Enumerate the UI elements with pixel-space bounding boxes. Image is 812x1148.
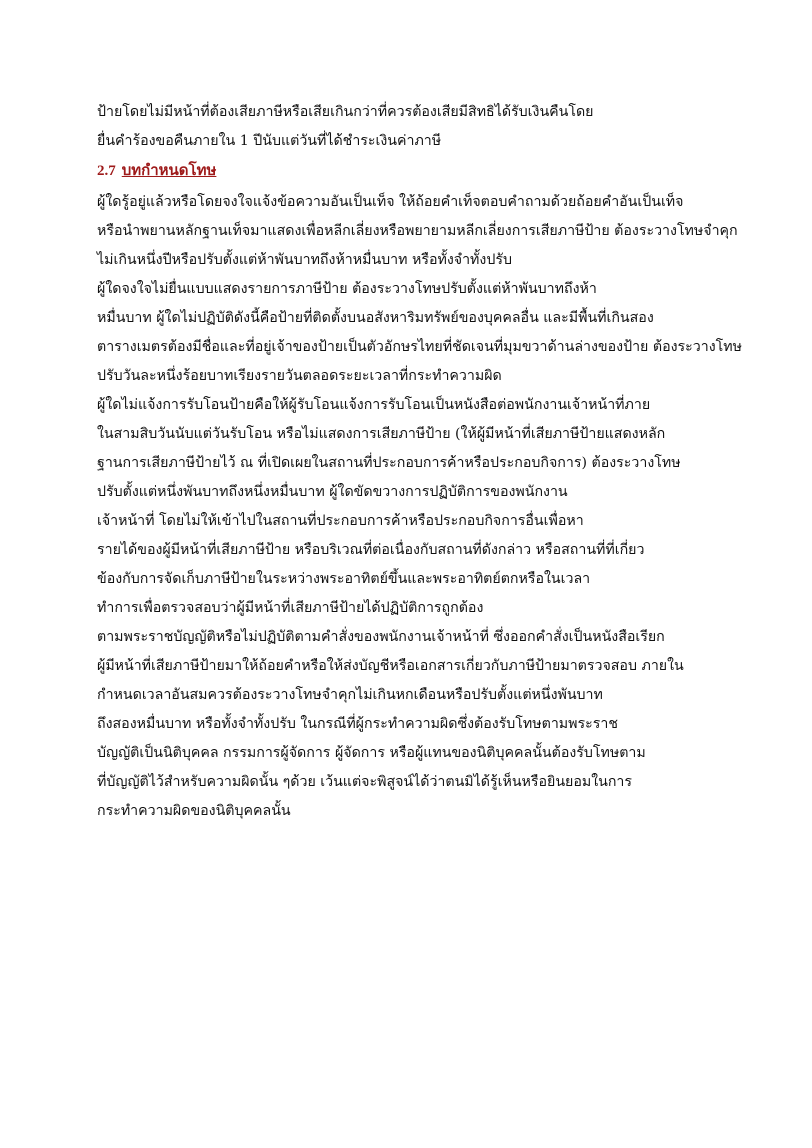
paragraph-line: ยื่นคำร้องขอคืนภายใน 1 ปีนับแต่วันที่ได้ชำระเงินค่าภาษี [97,133,442,149]
paragraph-line: ปรับวันละหนึ่งร้อยบาทเรียงรายวันตลอดระยะเวลาที่กระทำความผิด [97,368,502,384]
paragraph-line: ในสามสิบวันนับแต่วันรับโอน หรือไม่แสดงการเสียภาษีป้าย (ให้ผู้มีหน้าที่เสียภาษีป้ายแสดงหลัก [97,426,666,442]
paragraph-line: ไม่เกินหนึ่งปีหรือปรับตั้งแต่ห้าพันบาทถึงห้าหมื่นบาท หรือทั้งจำทั้งปรับ [97,252,512,268]
paragraph-line: บัญญัติเป็นนิติบุคคล กรรมการผู้จัดการ ผู้จัดการ หรือผู้แทนของนิติบุคคลนั้นต้องรับโทษตาม [97,745,646,761]
paragraph-line: กระทำความผิดของนิติบุคคลนั้น [97,803,291,819]
paragraph-line: ทำการเพื่อตรวจสอบว่าผู้มีหน้าที่เสียภาษีป้ายได้ปฏิบัติการถูกต้อง [97,600,484,616]
paragraph-line: รายได้ของผู้มีหน้าที่เสียภาษีป้าย หรือบริเวณที่ต่อเนื่องกับสถานที่ดังกล่าว หรือสถานที่ที่เกี่ยว [97,542,645,558]
section-title: บทกำหนดโทษ [121,163,217,179]
paragraph-line: ถึงสองหมื่นบาท หรือทั้งจำทั้งปรับ ในกรณีที่ผู้กระทำความผิดซึ่งต้องรับโทษตามพระราช [97,716,618,732]
section-number: 2.7 [97,163,116,179]
paragraph-line: ผู้ใดไม่แจ้งการรับโอนป้ายคือให้ผู้รับโอนแจ้งการรับโอนเป็นหนังสือต่อพนักงานเจ้าหน้าที่ภาย [97,397,651,413]
paragraph-line: ป้ายโดยไม่มีหน้าที่ต้องเสียภาษีหรือเสียเกินกว่าที่ควรต้องเสียมีสิทธิได้รับเงินคืนโดย [97,104,594,120]
section-heading [97,162,216,180]
paragraph-line: ผู้มีหน้าที่เสียภาษีป้ายมาให้ถ้อยคำหรือให้ส่งบัญชีหรือเอกสารเกี่ยวกับภาษีป้ายมาตรวจสอบ ภายใน [97,658,684,674]
paragraph-line: ที่บัญญัติไว้สำหรับความผิดนั้น ๆด้วย เว้นแต่จะพิสูจน์ได้ว่าตนมิได้รู้เห็นหรือยินยอมในการ [97,774,633,790]
paragraph-line: เจ้าหน้าที่ โดยไม่ให้เข้าไปในสถานที่ประกอบการค้าหรือประกอบกิจการอื่นเพื่อหา [97,513,584,529]
paragraph-line: ผู้ใดจงใจไม่ยื่นแบบแสดงรายการภาษีป้าย ต้องระวางโทษปรับตั้งแต่ห้าพันบาทถึงห้า [97,281,597,297]
paragraph-line: กำหนดเวลาอันสมควรต้องระวางโทษจำคุกไม่เกินหกเดือนหรือปรับตั้งแต่หนึ่งพันบาท [97,687,603,703]
paragraph-line: ข้องกับการจัดเก็บภาษีป้ายในระหว่างพระอาทิตย์ขึ้นและพระอาทิตย์ตกหรือในเวลา [97,571,591,587]
paragraph-line: ผู้ใดรู้อยู่แล้วหรือโดยจงใจแจ้งข้อความอันเป็นเท็จ ให้ถ้อยคำเท็จตอบคำถามด้วยถ้อยคำอันเป็นเท็จ [97,194,684,210]
paragraph-line: ฐานการเสียภาษีป้ายไว้ ณ ที่เปิดเผยในสถานที่ประกอบการค้าหรือประกอบกิจการ) ต้องระวางโทษ [97,455,681,471]
paragraph-line: ปรับตั้งแต่หนึ่งพันบาทถึงหนึ่งหมื่นบาท ผู้ใดขัดขวางการปฏิบัติการของพนักงาน [97,484,568,500]
paragraph-line: หรือนำพยานหลักฐานเท็จมาแสดงเพื่อหลีกเลี่ยงหรือพยายามหลีกเลี่ยงการเสียภาษีป้าย ต้องระวางโทษจำคุก [97,223,738,239]
paragraph-line: หมื่นบาท ผู้ใดไม่ปฏิบัติดังนี้คือป้ายที่ติดตั้งบนอสังหาริมทรัพย์ของบุคคลอื่น และมีพื้นที่เกินสอง [97,310,654,326]
paragraph-line: ตารางเมตรต้องมีชื่อและที่อยู่เจ้าของป้ายเป็นตัวอักษรไทยที่ชัดเจนที่มุมขวาด้านล่างของป้าย ต้องระวางโทษ [97,339,742,355]
paragraph-line: ตามพระราชบัญญัติหรือไม่ปฏิบัติตามคำสั่งของพนักงานเจ้าหน้าที่ ซึ่งออกคำสั่งเป็นหนังสือเรียก [97,629,665,645]
